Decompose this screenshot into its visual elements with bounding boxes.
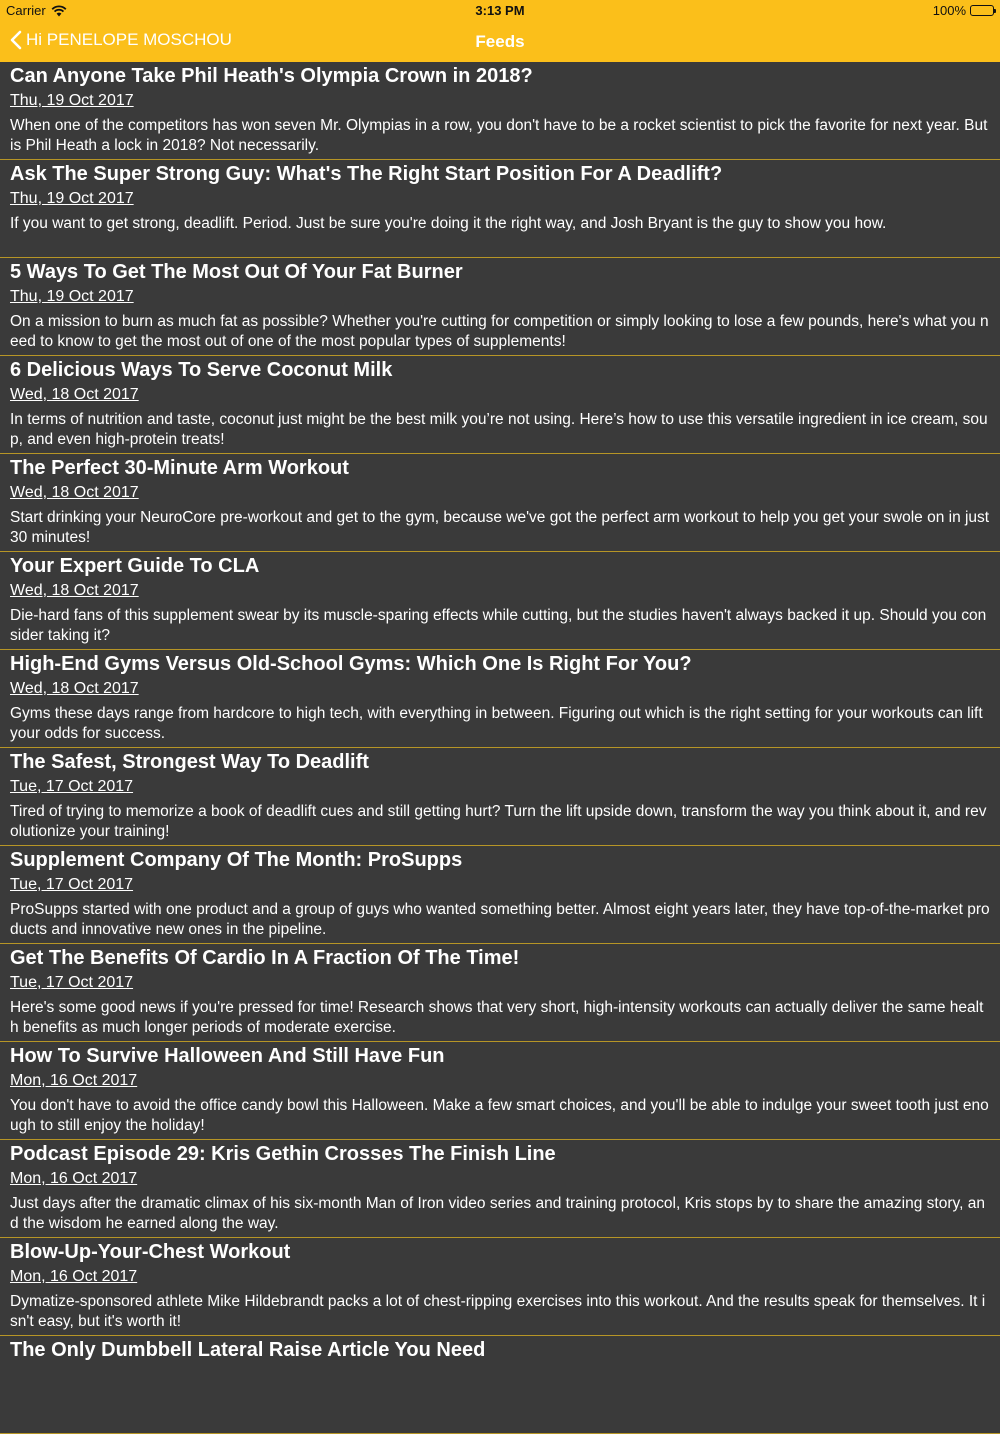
feed-date-link[interactable]: Wed, 18 Oct 2017	[10, 386, 139, 403]
page-title: Feeds	[475, 32, 525, 51]
feed-date-link[interactable]: Wed, 18 Oct 2017	[10, 680, 139, 697]
top-bar	[0, 0, 1000, 62]
status-time: 3:13 PM	[475, 3, 525, 18]
feed-summary: Dymatize-sponsored athlete Mike Hildebrandt packs a lot of chest-ripping exercises into this workout. And the results speak for themselves. It isn't easy, but it's worth it!	[10, 1293, 986, 1330]
feed-item[interactable]	[0, 846, 1000, 944]
feed-title: How To Survive Halloween And Still Have Fun	[10, 1045, 445, 1067]
feed-item[interactable]	[0, 748, 1000, 846]
feed-summary: Die-hard fans of this supplement swear by its muscle-sparing effects while cutting, but the studies haven't always backed it up. Should you consider taking it?	[10, 607, 987, 644]
feed-title: Ask The Super Strong Guy: What's The Right Start Position For A Deadlift?	[10, 163, 723, 185]
feed-date-link[interactable]: Wed, 18 Oct 2017	[10, 582, 139, 599]
feed-list	[0, 62, 1000, 1361]
feed-summary: In terms of nutrition and taste, coconut just might be the best milk you’re not using. Here’s how to use this versatile ingredient in ice cream, soup, and even high-protein treats!	[10, 411, 988, 448]
feed-summary: Just days after the dramatic climax of his six-month Man of Iron video series and training protocol, Kris stops by to share the amazing story, and the wisdom he earned along the way.	[10, 1195, 985, 1232]
feed-title: 5 Ways To Get The Most Out Of Your Fat Burner	[10, 261, 463, 283]
feed-title: Can Anyone Take Phil Heath's Olympia Crown in 2018?	[10, 65, 533, 87]
feed-date-link[interactable]: Tue, 17 Oct 2017	[10, 778, 134, 795]
feed-title: The Only Dumbbell Lateral Raise Article You Need	[10, 1339, 486, 1361]
feed-summary: Tired of trying to memorize a book of deadlift cues and still getting hurt? Turn the lift upside down, transform the way you think about it, and revolutionize your training!	[10, 803, 987, 840]
feed-item[interactable]	[0, 944, 1000, 1042]
feed-title: Blow-Up-Your-Chest Workout	[10, 1241, 291, 1263]
feed-title: The Perfect 30-Minute Arm Workout	[10, 457, 349, 479]
feed-title: Your Expert Guide To CLA	[10, 555, 260, 577]
feed-title: The Safest, Strongest Way To Deadlift	[10, 751, 369, 773]
navigation-bar	[0, 22, 1000, 60]
feed-item[interactable]	[0, 62, 1000, 160]
feed-summary: You don't have to avoid the office candy bowl this Halloween. Make a few smart choices, and you'll be able to indulge your sweet tooth just enough to still enjoy the holiday!	[10, 1097, 989, 1134]
feed-date-link[interactable]: Thu, 19 Oct 2017	[10, 288, 134, 305]
feed-item[interactable]	[0, 552, 1000, 650]
battery-icon	[970, 5, 994, 16]
battery-percent: 100%	[932, 3, 966, 18]
feed-item[interactable]	[0, 160, 1000, 258]
feed-date-link[interactable]: Mon, 16 Oct 2017	[10, 1170, 138, 1187]
feed-item[interactable]	[0, 356, 1000, 454]
carrier-label: Carrier	[6, 3, 46, 18]
feed-date-link[interactable]: Thu, 19 Oct 2017	[10, 92, 134, 109]
feed-title: Get The Benefits Of Cardio In A Fraction Of The Time!	[10, 947, 520, 969]
feed-summary: On a mission to burn as much fat as possible? Whether you're cutting for competition or simply looking to lose a few pounds, here's what you need to know to get the most out of one of the most popular types of supplements!	[10, 313, 989, 350]
battery-status	[933, 3, 994, 18]
feed-date-link[interactable]: Mon, 16 Oct 2017	[10, 1268, 138, 1285]
feed-summary: Here's some good news if you're pressed for time! Research shows that very short, high-intensity workouts can actually deliver the same health benefits as much longer periods of moderate exercise.	[10, 999, 984, 1036]
feed-title: Podcast Episode 29: Kris Gethin Crosses The Finish Line	[10, 1143, 556, 1165]
feed-item[interactable]	[0, 1042, 1000, 1140]
back-button-label: Hi PENELOPE MOSCHOU	[26, 30, 232, 49]
feed-title: Supplement Company Of The Month: ProSupps	[10, 849, 463, 871]
feed-summary: When one of the competitors has won seven Mr. Olympias in a row, you don't have to be a rocket scientist to pick the favorite for next year. But is Phil Heath a lock in 2018? Not necessarily.	[10, 117, 988, 154]
feed-date-link[interactable]: Thu, 19 Oct 2017	[10, 190, 134, 207]
feed-date-link[interactable]: Tue, 17 Oct 2017	[10, 974, 134, 991]
feed-title: High-End Gyms Versus Old-School Gyms: Which One Is Right For You?	[10, 653, 692, 675]
feed-summary: Gyms these days range from hardcore to high tech, with everything in between. Figuring out which is the right setting for your workouts can lift your odds for success.	[10, 705, 983, 742]
feed-item[interactable]	[0, 258, 1000, 356]
feed-date-link[interactable]: Wed, 18 Oct 2017	[10, 484, 139, 501]
feed-item[interactable]	[0, 650, 1000, 748]
feed-item[interactable]	[0, 454, 1000, 552]
status-bar	[0, 0, 1000, 20]
feed-title: 6 Delicious Ways To Serve Coconut Milk	[10, 359, 393, 381]
feed-item[interactable]	[0, 1336, 1000, 1434]
feed-summary: ProSupps started with one product and a group of guys who wanted something better. Almost eight years later, they have top-of-the-market products and innovative new ones in the pipeline.	[10, 901, 990, 938]
feed-item[interactable]	[0, 1140, 1000, 1238]
feed-item[interactable]	[0, 1238, 1000, 1336]
feed-date-link[interactable]: Mon, 16 Oct 2017	[10, 1072, 138, 1089]
feed-summary: Start drinking your NeuroCore pre-workout and get to the gym, because we've got the perfect arm workout to help you get your swole on in just 30 minutes!	[10, 509, 990, 546]
feed-summary: If you want to get strong, deadlift. Period. Just be sure you're doing it the right way, and Josh Bryant is the guy to show you how.	[10, 215, 887, 232]
feed-date-link[interactable]: Tue, 17 Oct 2017	[10, 876, 134, 893]
